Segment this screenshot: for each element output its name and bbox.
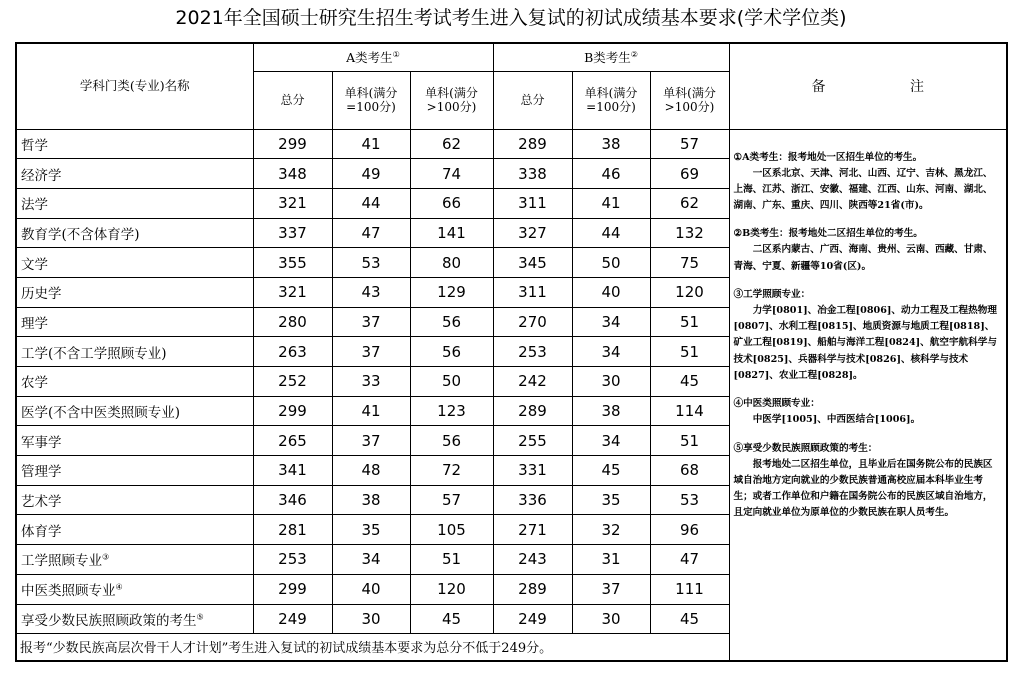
b-single-gt100-cell: 69 bbox=[650, 159, 729, 189]
b-single-100-cell: 30 bbox=[572, 604, 650, 634]
b-single-100-cell: 30 bbox=[572, 367, 650, 397]
footer-note: 报考“少数民族高层次骨干人才计划”考生进入复试的初试成绩基本要求为总分不低于249分。 bbox=[16, 634, 729, 661]
row-name-cell bbox=[16, 574, 253, 604]
row-name-cell bbox=[16, 515, 253, 545]
a-total-cell: 321 bbox=[253, 277, 332, 307]
b-single-100-cell: 32 bbox=[572, 515, 650, 545]
row-name: 军事学 bbox=[21, 434, 62, 451]
row-name-cell bbox=[16, 159, 253, 189]
a-single-gt100-cell: 105 bbox=[410, 515, 493, 545]
a-single-gt100-cell: 80 bbox=[410, 248, 493, 278]
a-single-gt100-cell: 56 bbox=[410, 337, 493, 367]
a-single-100-cell: 43 bbox=[332, 277, 410, 307]
b-single-gt100-cell: 96 bbox=[650, 515, 729, 545]
row-name-cell bbox=[16, 426, 253, 456]
a-total-cell: 341 bbox=[253, 456, 332, 486]
row-name: 农学 bbox=[21, 375, 48, 392]
a-single-gt100-cell: 45 bbox=[410, 604, 493, 634]
b-single-100-cell: 45 bbox=[572, 456, 650, 486]
b-total-cell: 243 bbox=[493, 545, 572, 575]
a-total-cell: 337 bbox=[253, 218, 332, 248]
b-single-gt100-cell: 57 bbox=[650, 129, 729, 159]
row-name-cell bbox=[16, 485, 253, 515]
a-total-cell: 348 bbox=[253, 159, 332, 189]
b-total-cell: 311 bbox=[493, 277, 572, 307]
b-total-cell: 249 bbox=[493, 604, 572, 634]
row-name-cell bbox=[16, 277, 253, 307]
row-name-cell bbox=[16, 129, 253, 159]
note-item bbox=[734, 396, 1001, 428]
b-single-gt100-cell: 120 bbox=[650, 277, 729, 307]
b-single-gt100-cell: 45 bbox=[650, 367, 729, 397]
a-single-100-cell: 33 bbox=[332, 367, 410, 397]
b-total-cell: 345 bbox=[493, 248, 572, 278]
row-name-cell bbox=[16, 367, 253, 397]
a-single-100-cell: 35 bbox=[332, 515, 410, 545]
b-single-gt100-cell: 111 bbox=[650, 574, 729, 604]
row-name-cell bbox=[16, 337, 253, 367]
row-name: 经济学 bbox=[21, 167, 62, 184]
note-body: 中医学[1005]、中西医结合[1006]。 bbox=[752, 414, 921, 426]
a-single-100-cell: 37 bbox=[332, 307, 410, 337]
row-name: 艺术学 bbox=[21, 494, 62, 511]
b-single-gt100-cell: 53 bbox=[650, 485, 729, 515]
table-row bbox=[16, 129, 1007, 159]
row-footnote-mark: ④ bbox=[115, 582, 123, 592]
category-header bbox=[16, 43, 253, 129]
a-single-gt100-cell: 120 bbox=[410, 574, 493, 604]
row-name: 法学 bbox=[21, 197, 48, 214]
a-single-100-cell: 48 bbox=[332, 456, 410, 486]
b-single-100-cell: 41 bbox=[572, 188, 650, 218]
row-name: 文学 bbox=[21, 256, 48, 273]
a-single-100-cell: 47 bbox=[332, 218, 410, 248]
b-total-cell: 255 bbox=[493, 426, 572, 456]
group-b-header bbox=[493, 43, 729, 71]
a-total-cell: 265 bbox=[253, 426, 332, 456]
a-single-100-cell: 37 bbox=[332, 426, 410, 456]
b-total-cell: 253 bbox=[493, 337, 572, 367]
note-head: ②B类考生：报考地处二区招生单位的考生。 bbox=[733, 228, 923, 240]
b-total-cell: 338 bbox=[493, 159, 572, 189]
b-total-cell: 336 bbox=[493, 485, 572, 515]
a-total-cell: 299 bbox=[253, 574, 332, 604]
row-name: 历史学 bbox=[21, 286, 62, 303]
note-item bbox=[734, 441, 1001, 521]
a-total-header: 总分 bbox=[253, 71, 332, 129]
a-single-gt100-cell: 56 bbox=[410, 426, 493, 456]
group-a-label: A类考生 bbox=[346, 50, 393, 66]
row-footnote-mark: ⑤ bbox=[196, 612, 204, 622]
note-head: ④中医类照顾专业： bbox=[733, 398, 820, 410]
b-total-cell: 242 bbox=[493, 367, 572, 397]
notes-cell bbox=[729, 129, 1007, 661]
b-single-100-cell: 46 bbox=[572, 159, 650, 189]
b-single-100-cell: 34 bbox=[572, 307, 650, 337]
row-name: 工学照顾专业 bbox=[21, 553, 102, 570]
page-title: 2021年全国硕士研究生招生考试考生进入复试的初试成绩基本要求(学术学位类) bbox=[175, 7, 847, 29]
b-single-gt100-cell: 114 bbox=[650, 396, 729, 426]
a-single-gt100-cell: 129 bbox=[410, 277, 493, 307]
note-item bbox=[734, 287, 1001, 384]
a-single-100-cell: 44 bbox=[332, 188, 410, 218]
score-table bbox=[15, 42, 1008, 662]
row-name: 享受少数民族照顾政策的考生 bbox=[21, 612, 197, 629]
b-total-cell: 327 bbox=[493, 218, 572, 248]
b-single-gt100-cell: 51 bbox=[650, 337, 729, 367]
a-single-100-cell: 41 bbox=[332, 129, 410, 159]
a-single-100-cell: 40 bbox=[332, 574, 410, 604]
a-single-100-header: 单科(满分=100分) bbox=[332, 71, 410, 129]
row-name-cell bbox=[16, 188, 253, 218]
b-single-100-cell: 50 bbox=[572, 248, 650, 278]
b-single-100-cell: 31 bbox=[572, 545, 650, 575]
row-name-cell bbox=[16, 396, 253, 426]
note-head: ③工学照顾专业： bbox=[733, 289, 811, 301]
note-body: 一区系北京、天津、河北、山西、辽宁、吉林、黑龙江、上海、江苏、浙江、安徽、福建、江西、山东、河南、湖北、湖南、广东、重庆、四川、陕西等21省(市)。 bbox=[733, 167, 993, 211]
a-single-gt100-cell: 57 bbox=[410, 485, 493, 515]
row-name: 哲学 bbox=[21, 137, 48, 154]
group-b-mark: ② bbox=[630, 50, 638, 60]
b-single-100-cell: 38 bbox=[572, 396, 650, 426]
a-total-cell: 346 bbox=[253, 485, 332, 515]
a-single-100-cell: 30 bbox=[332, 604, 410, 634]
row-name-cell bbox=[16, 456, 253, 486]
a-single-gt100-cell: 72 bbox=[410, 456, 493, 486]
b-single-gt100-cell: 45 bbox=[650, 604, 729, 634]
b-single-100-cell: 35 bbox=[572, 485, 650, 515]
notes-header: 备 注 bbox=[729, 43, 1007, 129]
a-total-cell: 321 bbox=[253, 188, 332, 218]
a-single-gt100-cell: 62 bbox=[410, 129, 493, 159]
category-header-label: 学科门类(专业)名称 bbox=[79, 78, 190, 94]
b-total-cell: 311 bbox=[493, 188, 572, 218]
group-b-label: B类考生 bbox=[584, 50, 631, 66]
row-name: 教育学(不含体育学) bbox=[21, 226, 140, 243]
row-footnote-mark: ③ bbox=[102, 552, 110, 562]
a-single-100-cell: 34 bbox=[332, 545, 410, 575]
row-name: 理学 bbox=[21, 315, 48, 332]
b-single-100-header: 单科(满分=100分) bbox=[572, 71, 650, 129]
note-body: 二区系内蒙古、广西、海南、贵州、云南、西藏、甘肃、青海、宁夏、新疆等10省(区)。 bbox=[733, 244, 993, 272]
row-name: 医学(不含中医类照顾专业) bbox=[21, 405, 181, 422]
row-name-cell bbox=[16, 248, 253, 278]
a-single-gt100-header: 单科(满分>100分) bbox=[410, 71, 493, 129]
row-name-cell bbox=[16, 307, 253, 337]
a-single-100-cell: 53 bbox=[332, 248, 410, 278]
b-single-gt100-cell: 51 bbox=[650, 426, 729, 456]
b-single-gt100-cell: 132 bbox=[650, 218, 729, 248]
a-total-cell: 299 bbox=[253, 129, 332, 159]
a-single-gt100-cell: 66 bbox=[410, 188, 493, 218]
b-single-100-cell: 34 bbox=[572, 426, 650, 456]
a-single-100-cell: 49 bbox=[332, 159, 410, 189]
note-head: ⑤享受少数民族照顾政策的考生： bbox=[733, 442, 878, 454]
b-single-gt100-cell: 75 bbox=[650, 248, 729, 278]
a-total-cell: 281 bbox=[253, 515, 332, 545]
group-a-mark: ① bbox=[392, 50, 400, 60]
a-single-100-cell: 38 bbox=[332, 485, 410, 515]
b-single-100-cell: 37 bbox=[572, 574, 650, 604]
b-single-100-cell: 40 bbox=[572, 277, 650, 307]
row-name: 中医类照顾专业 bbox=[21, 583, 116, 600]
group-a-header bbox=[253, 43, 493, 71]
note-item bbox=[734, 226, 1001, 274]
row-name: 工学(不含工学照顾专业) bbox=[21, 345, 167, 362]
row-name: 管理学 bbox=[21, 464, 62, 481]
a-total-cell: 263 bbox=[253, 337, 332, 367]
a-total-cell: 253 bbox=[253, 545, 332, 575]
a-total-cell: 249 bbox=[253, 604, 332, 634]
a-total-cell: 299 bbox=[253, 396, 332, 426]
b-single-gt100-header: 单科(满分>100分) bbox=[650, 71, 729, 129]
a-single-gt100-cell: 51 bbox=[410, 545, 493, 575]
a-total-cell: 252 bbox=[253, 367, 332, 397]
b-total-cell: 331 bbox=[493, 456, 572, 486]
a-single-gt100-cell: 123 bbox=[410, 396, 493, 426]
row-name-cell bbox=[16, 545, 253, 575]
b-single-gt100-cell: 47 bbox=[650, 545, 729, 575]
b-single-100-cell: 44 bbox=[572, 218, 650, 248]
a-single-gt100-cell: 74 bbox=[410, 159, 493, 189]
note-item bbox=[734, 150, 1001, 214]
note-body: 报考地处二区招生单位，且毕业后在国务院公布的民族区域自治地方定向就业的少数民族普通高校应届本科毕业生考生；或者工作单位和户籍在国务院公布的民族区域自治地方，且定向就业单位为原单位的少数民族在职人员考生。 bbox=[733, 459, 993, 519]
b-single-100-cell: 38 bbox=[572, 129, 650, 159]
b-single-gt100-cell: 62 bbox=[650, 188, 729, 218]
note-head: ①A类考生：报考地处一区招生单位的考生。 bbox=[733, 151, 923, 163]
row-name-cell bbox=[16, 604, 253, 634]
b-total-cell: 271 bbox=[493, 515, 572, 545]
b-total-header: 总分 bbox=[493, 71, 572, 129]
note-body: 力学[0801]、冶金工程[0806]、动力工程及工程热物理[0807]、水利工程[0815]、地质资源与地质工程[0818]、矿业工程[0819]、船舶与海洋工程[0824]、航空宇航科学与技术[0825]、兵器科学与技术[0826]、核科学与技术[0827]、农业工程[0828]。 bbox=[733, 305, 997, 381]
b-total-cell: 270 bbox=[493, 307, 572, 337]
b-single-100-cell: 34 bbox=[572, 337, 650, 367]
a-single-gt100-cell: 56 bbox=[410, 307, 493, 337]
row-name-cell bbox=[16, 218, 253, 248]
a-single-gt100-cell: 50 bbox=[410, 367, 493, 397]
a-total-cell: 280 bbox=[253, 307, 332, 337]
b-total-cell: 289 bbox=[493, 129, 572, 159]
a-single-gt100-cell: 141 bbox=[410, 218, 493, 248]
a-single-100-cell: 41 bbox=[332, 396, 410, 426]
b-single-gt100-cell: 51 bbox=[650, 307, 729, 337]
a-single-100-cell: 37 bbox=[332, 337, 410, 367]
b-total-cell: 289 bbox=[493, 574, 572, 604]
b-total-cell: 289 bbox=[493, 396, 572, 426]
b-single-gt100-cell: 68 bbox=[650, 456, 729, 486]
a-total-cell: 355 bbox=[253, 248, 332, 278]
row-name: 体育学 bbox=[21, 523, 62, 540]
